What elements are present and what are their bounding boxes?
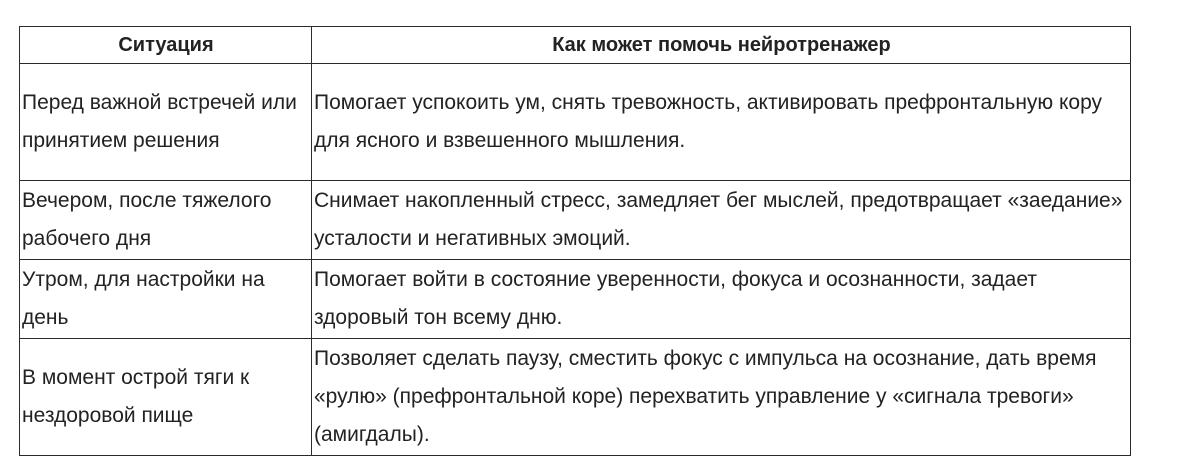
table-row bbox=[20, 339, 1131, 456]
header-help: Как может помочь нейротренажер bbox=[312, 27, 1131, 64]
situation-cell: В момент острой тяги к нездоровой пище bbox=[20, 339, 312, 456]
situation-cell: Вечером, после тяжелого рабочего дня bbox=[20, 181, 312, 260]
help-cell: Позволяет сделать паузу, сместить фокус с импульса на осознание, дать время «рулю» (префронтальной коре) перехватить управление у «сигнала тревоги» (амигдалы). bbox=[312, 339, 1131, 456]
table-row bbox=[20, 260, 1131, 339]
table-row bbox=[20, 181, 1131, 260]
help-cell: Помогает успокоить ум, снять тревожность, активировать префронтальную кору для ясного и взвешенного мышления. bbox=[312, 64, 1131, 181]
document-table-wrapper bbox=[19, 26, 1131, 456]
help-cell: Помогает войти в состояние уверенности, фокуса и осознанности, задает здоровый тон всему дню. bbox=[312, 260, 1131, 339]
help-cell: Снимает накопленный стресс, замедляет бег мыслей, предотвращает «заедание» усталости и негативных эмоций. bbox=[312, 181, 1131, 260]
situation-cell: Утром, для настройки на день bbox=[20, 260, 312, 339]
situation-cell: Перед важной встречей или принятием решения bbox=[20, 64, 312, 181]
table-row bbox=[20, 64, 1131, 181]
situations-table bbox=[19, 26, 1131, 456]
table-header-row bbox=[20, 27, 1131, 64]
header-situation: Ситуация bbox=[20, 27, 312, 64]
